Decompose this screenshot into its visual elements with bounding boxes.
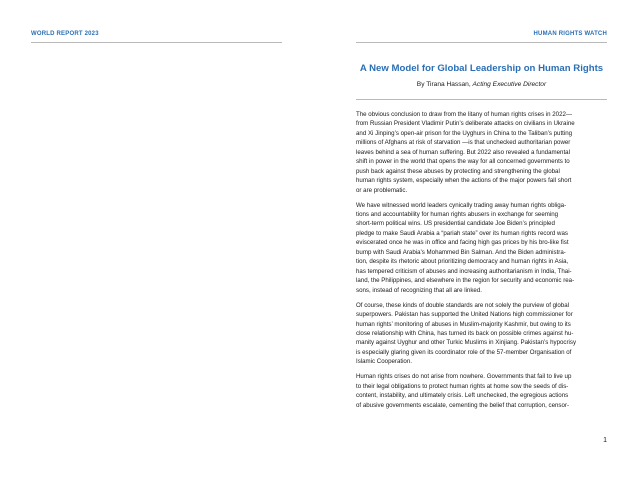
text-line: eviscerated once he was in office and facing high gas prices by his bro-like fist <box>356 239 569 247</box>
running-head-organization: HUMAN RIGHTS WATCH <box>533 31 607 37</box>
text-line: of abusive governments escalate, cementing the belief that corruption, censor- <box>356 401 569 409</box>
text-line: pledge to make Saudi Arabia a “pariah state” over its human rights record was <box>356 229 568 237</box>
text-line: bump with Saudi Arabia’s Mohammed Bin Salman. And the Biden administra- <box>356 248 566 256</box>
title-rule <box>356 99 607 100</box>
text-line: tion, despite its rhetoric about prioritizing democracy and human rights in Asia, <box>356 258 569 266</box>
byline-role: Acting Executive Director <box>472 81 547 88</box>
body-paragraph <box>356 301 607 367</box>
text-line: We have witnessed world leaders cynically trading away human rights obliga- <box>356 201 567 209</box>
running-head-report-title: WORLD REPORT 2023 <box>31 31 99 37</box>
text-line: leaves behind a sea of human suffering. But 2022 also revealed a fundamental <box>356 148 570 156</box>
text-line: The obvious conclusion to draw from the litany of human rights crises in 2022— <box>356 111 573 118</box>
text-line: shift in power in the world that opens the way for all concerned governments to <box>356 158 570 166</box>
text-line: Human rights crises do not arise from nowhere. Governments that fail to live up <box>356 373 572 381</box>
text-line: push back against these abuses by protecting and strengthening the global <box>356 167 560 175</box>
text-line: to their legal obligations to protect human rights at home sow the seeds of dis- <box>356 382 569 390</box>
text-line: or are problematic. <box>356 186 408 194</box>
text-line: Islamic Cooperation. <box>356 358 412 366</box>
text-line: human rights system, especially when the actions of the major powers fall short <box>356 177 572 185</box>
text-line: is especially glaring given its coordinator role of the 57-member Organisation of <box>356 348 572 356</box>
article-title: A New Model for Global Leadership on Human Rights <box>359 63 604 74</box>
text-line: close relationship with China, has turned its back on possible crimes against hu- <box>356 329 574 337</box>
body-paragraph <box>356 372 607 410</box>
text-line: has tempered criticism of abuses and increasing authoritarianism in India, Thai- <box>356 267 572 275</box>
header-rule <box>356 42 607 43</box>
page-number: 1 <box>603 437 607 444</box>
text-line: short-term political wins. US presidential candidate Joe Biden’s principled <box>356 220 555 228</box>
text-line: superpowers. Pakistan has supported the United Nations high commissioner for <box>356 311 573 319</box>
byline <box>356 81 607 88</box>
text-line: millions of Afghans at risk of starvation —is that unchecked authoritarian power <box>356 139 571 147</box>
byline-author: By Tirana Hassan, <box>416 81 473 88</box>
text-line: sons, instead of recognizing that all are linked. <box>356 286 482 294</box>
header-rule <box>31 42 282 43</box>
text-line: human rights’ monitoring of abuses in Muslim-majority Kashmir, but owing to its <box>356 320 571 328</box>
text-line: land, the Philippines, and elsewhere in the region for security and economic rea- <box>356 277 575 285</box>
body-paragraph <box>356 201 607 296</box>
article-body <box>356 110 607 416</box>
text-line: tions and accountability for human rights abusers in exchange for seeming <box>356 211 559 219</box>
text-line: Of course, these kinds of double standards are not solely the purview of global <box>356 301 570 309</box>
right-page <box>319 0 638 479</box>
text-line: and Xi Jinping’s open-air prison for the Uyghurs in China to the Taliban’s putting <box>356 129 573 137</box>
body-paragraph <box>356 110 607 195</box>
text-line: from Russian President Vladimir Putin’s deliberate attacks on civilians in Ukraine <box>356 120 575 128</box>
text-line: content, instability, and ultimately crisis. Left unchecked, the egregious actions <box>356 392 569 400</box>
text-line: manity against Uyghur and other Turkic Muslims in Xinjiang. Pakistan’s hypocrisy <box>356 339 577 347</box>
